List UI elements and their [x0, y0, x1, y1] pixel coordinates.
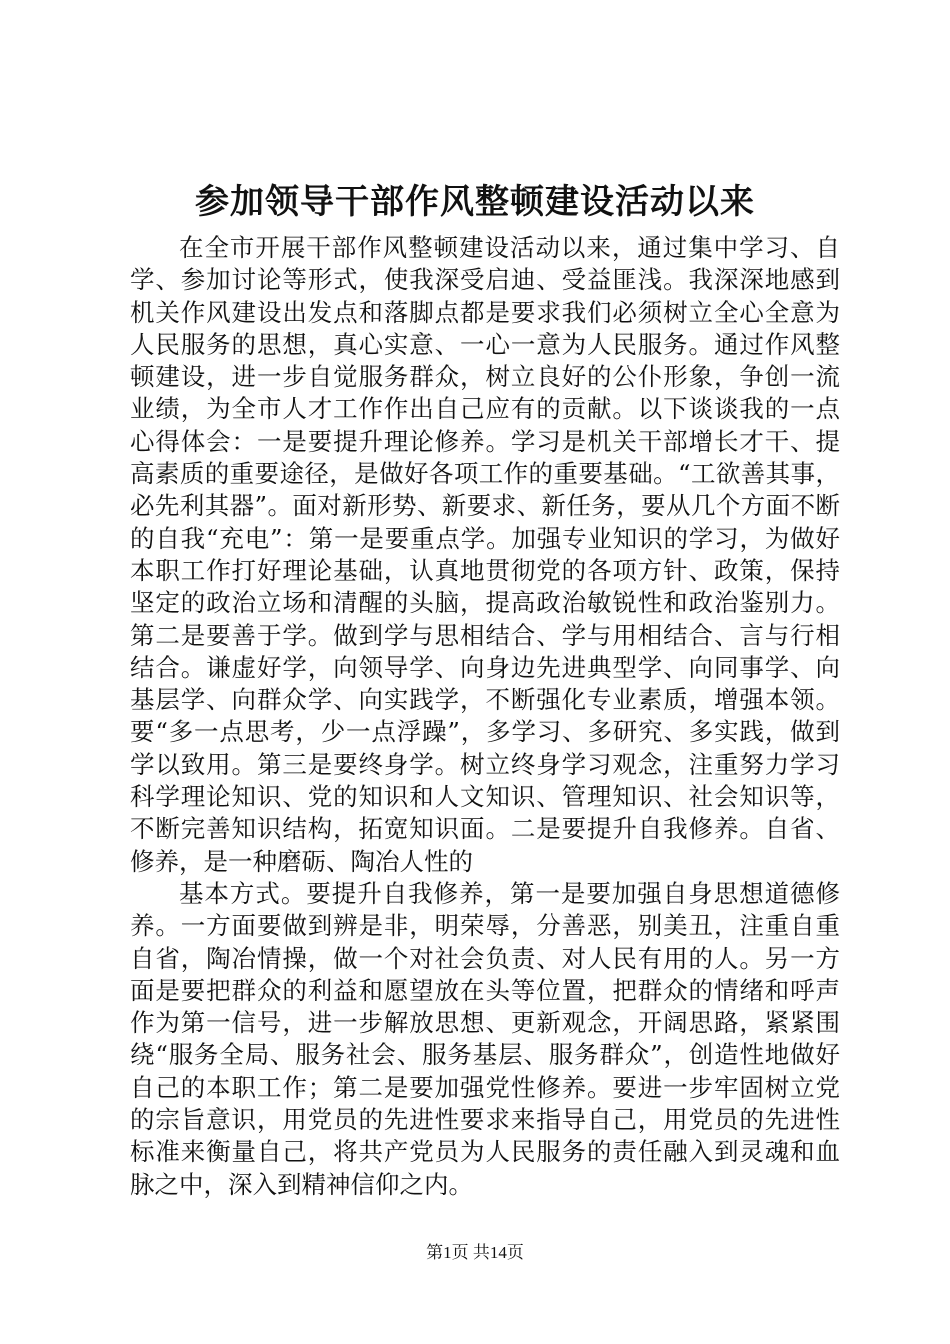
paragraph-2: 基本方式。要提升自我修养，第一是要加强自身思想道德修养。一方面要做到辨是非，明荣辱，分善恶，别美丑，注重自重自省，陶冶情操，做一个对社会负责、对人民有用的人。另一方面是要把群众的利益和愿望放在头等位置，把群众的情绪和呼声作为第一信号，进一步解放思想、更新观念，开阔思路，紧紧围绕“服务全局、服务社会、服务基层、服务群众”，创造性地做好自己的本职工作；第二是要加强党性修养。要进一步牢固树立党的宗旨意识，用党员的先进性要求来指导自己，用党员的先进性标准来衡量自己，将共产党员为人民服务的责任融入到灵魂和血脉之中，深入到精神信仰之内。: [130, 878, 840, 1199]
page-number-footer: 第1页 共14页: [426, 1243, 524, 1262]
document-title: 参加领导干部作风整顿建设活动以来: [195, 182, 755, 222]
paragraph-1: 在全市开展干部作风整顿建设活动以来，通过集中学习、自学、参加讨论等形式，使我深受启迪、受益匪浅。我深深地感到机关作风建设出发点和落脚点都是要求我们必须树立全心全意为人民服务的思想，真心实意、一心一意为人民服务。通过作风整顿建设，进一步自觉服务群众，树立良好的公仆形象，争创一流业绩，为全市人才工作作出自己应有的贡献。以下谈谈我的一点心得体会：一是要提升理论修养。学习是机关干部增长才干、提高素质的重要途径，是做好各项工作的重要基础。“工欲善其事，必先利其器”。面对新形势、新要求、新任务，要从几个方面不断的自我“充电”：第一是要重点学。加强专业知识的学习，为做好本职工作打好理论基础，认真地贯彻党的各项方针、政策，保持坚定的政治立场和清醒的头脑，提高政治敏锐性和政治鉴别力。第二是要善于学。做到学与思相结合、学与用相结合、言与行相结合。谦虚好学，向领导学、向身边先进典型学、向同事学、向基层学、向群众学、向实践学，不断强化专业素质，增强本领。要“多一点思考，少一点浮躁”，多学习、多研究、多实践，做到学以致用。第三是要终身学。树立终身学习观念，注重努力学习科学理论知识、党的知识和人文知识、管理知识、社会知识等，不断完善知识结构，拓宽知识面。二是要提升自我修养。自省、修养，是一种磨砺、陶冶人性的: [130, 233, 840, 876]
document-body: [130, 232, 840, 1201]
